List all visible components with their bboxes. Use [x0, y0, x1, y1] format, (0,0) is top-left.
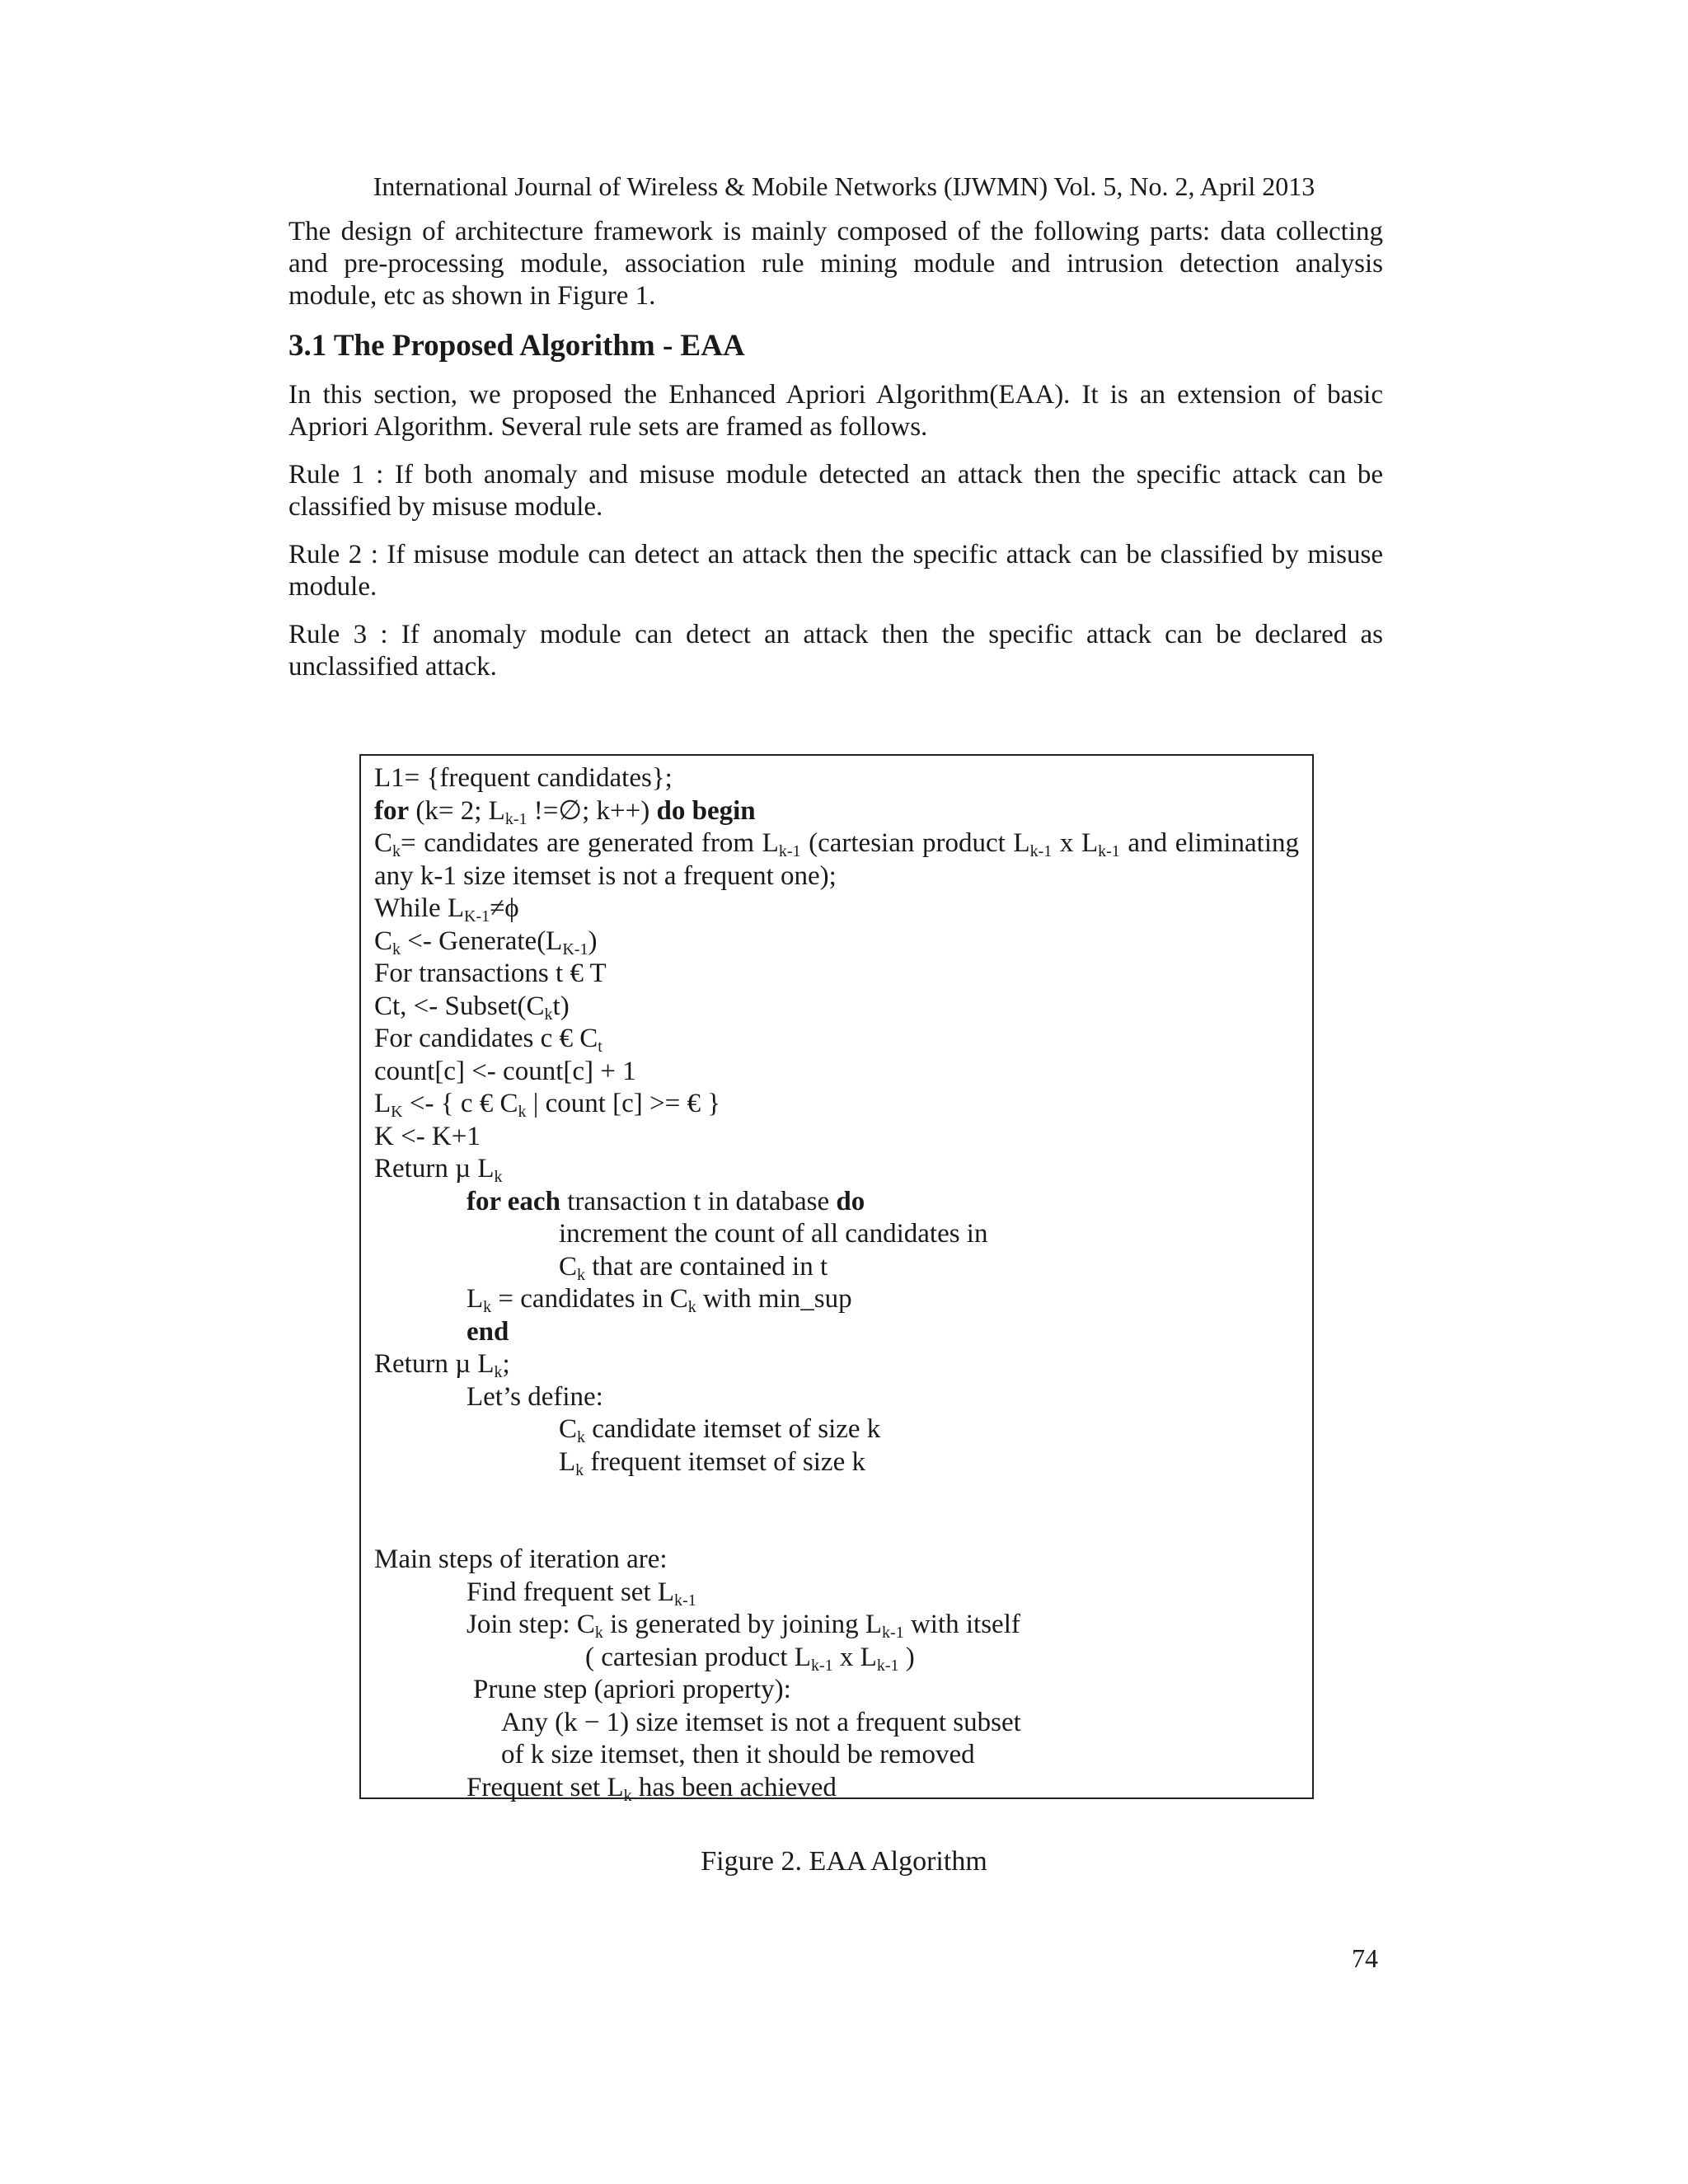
subscript: K-1	[464, 907, 490, 926]
subscript: k	[687, 1298, 696, 1316]
algo-line-lk-candidates	[374, 1283, 1299, 1316]
subscript: k-1	[876, 1656, 899, 1675]
algo-text: C	[559, 1251, 578, 1282]
algo-text: is generated by joining L	[603, 1610, 883, 1639]
algo-line-increment	[374, 1218, 1299, 1251]
algo-text: (cartesian product L	[800, 828, 1030, 858]
algo-text: L	[559, 1446, 576, 1477]
algo-text: L	[374, 1089, 392, 1118]
algo-text: Return µ L	[374, 1349, 495, 1379]
algo-line-for-each	[374, 1186, 1299, 1219]
figure-caption: Figure 2. EAA Algorithm	[701, 1846, 987, 1877]
algo-text: C	[559, 1414, 578, 1444]
algo-text: While L	[374, 893, 465, 923]
algo-line-while	[374, 893, 1299, 926]
algo-text: (k= 2; L	[409, 795, 505, 826]
algo-text: t)	[552, 991, 570, 1021]
algo-line-return-2	[374, 1348, 1299, 1381]
body-text	[288, 216, 1383, 699]
algo-text: K <- K+1	[374, 1121, 481, 1151]
subscript: k-1	[1098, 842, 1120, 860]
subscript: k	[518, 1103, 527, 1121]
algo-text: C	[374, 828, 393, 858]
algo-text: L	[467, 1284, 484, 1314]
algo-spacer	[374, 1479, 1299, 1544]
subscript: k	[575, 1460, 584, 1479]
algo-text: = candidates in C	[491, 1284, 688, 1314]
algo-text: Main steps of iteration are:	[374, 1544, 668, 1574]
algo-line-def-ck	[374, 1413, 1299, 1446]
algo-text: x L	[832, 1642, 877, 1672]
running-header: International Journal of Wireless & Mobile Networks (IJWMN) Vol. 5, No. 2, April 2013	[373, 171, 1315, 201]
algo-text: count[c] <- count[c] + 1	[374, 1056, 636, 1086]
keyword: end	[467, 1316, 509, 1347]
algo-text: Let’s define:	[467, 1381, 603, 1412]
algo-text: Join step: C	[467, 1610, 595, 1639]
algo-line-k-increment	[374, 1121, 1299, 1154]
subscript: k-1	[674, 1591, 696, 1610]
subscript: k	[577, 1428, 586, 1446]
algo-line-count	[374, 1056, 1299, 1089]
subscript: k-1	[882, 1624, 904, 1642]
subscript: K	[391, 1103, 403, 1121]
subscript: k	[392, 842, 401, 860]
keyword: do	[836, 1186, 865, 1216]
page-number: 74	[1352, 1943, 1378, 1973]
algo-text: ( cartesian product L	[585, 1642, 811, 1672]
algo-text: )	[898, 1642, 915, 1672]
subscript: k	[623, 1786, 632, 1805]
algo-text: ≠ϕ	[490, 893, 519, 923]
algo-text: L1= {frequent candidates};	[374, 763, 673, 793]
algo-line-main-steps	[374, 1544, 1299, 1577]
algo-text: = candidates are generated from L	[401, 828, 779, 858]
subscript: K-1	[562, 940, 588, 958]
algo-line-prune	[374, 1674, 1299, 1707]
algo-text: with min_sup	[696, 1284, 852, 1314]
algorithm-box	[359, 754, 1314, 1805]
subscript: k	[483, 1298, 492, 1316]
intro-paragraph: The design of architecture framework is mainly composed of the following parts: data collecting and pre-processing module, association rule mining module and intrusion detection analysis module, etc as shown in Figure 1.	[288, 217, 1383, 311]
subscript: k-1	[810, 1656, 833, 1675]
algo-text: candidate itemset of size k	[585, 1414, 881, 1444]
algo-line-for-candidates	[374, 1023, 1299, 1056]
subscript: k-1	[504, 809, 528, 828]
algo-line-lk	[374, 1088, 1299, 1121]
algo-line-for-transactions	[374, 958, 1299, 991]
subscript: t	[598, 1038, 603, 1056]
section-heading: 3.1 The Proposed Algorithm - EAA	[288, 329, 745, 363]
subscript: k	[494, 1168, 503, 1186]
algo-text: <- { c € C	[402, 1089, 518, 1118]
subscript: k	[577, 1265, 586, 1284]
rule-3: Rule 3 : If anomaly module can detect an attack then the specific attack can be declared as unclassified attack.	[288, 620, 1383, 682]
algo-line-contained	[374, 1251, 1299, 1284]
algo-text: Frequent set L	[467, 1772, 624, 1802]
algo-line-def-lk	[374, 1446, 1299, 1479]
algo-text: transaction t in database	[560, 1186, 837, 1216]
algo-line-cartesian	[374, 1642, 1299, 1675]
subscript: k-1	[1029, 842, 1053, 860]
algo-text: Ct, <- Subset(C	[374, 991, 545, 1021]
algo-text: <- Generate(L	[401, 926, 563, 956]
algo-line-ck	[374, 827, 1299, 893]
algo-text: Return µ L	[374, 1154, 495, 1183]
algo-text: increment the count of all candidates in	[559, 1219, 988, 1249]
keyword: for	[374, 795, 410, 826]
algo-text: Find frequent set L	[467, 1577, 675, 1607]
algo-text: For candidates c € C	[374, 1024, 598, 1053]
algo-line-of-k	[374, 1739, 1299, 1772]
algo-text: Any (k − 1) size itemset is not a frequent subset	[501, 1707, 1021, 1737]
algo-line-subset	[374, 991, 1299, 1024]
algo-line-l1	[374, 762, 1299, 795]
algo-line-join	[374, 1609, 1299, 1642]
algo-text: For transactions t € T	[374, 958, 607, 988]
algo-line-end	[374, 1316, 1299, 1349]
algo-text: C	[374, 926, 393, 956]
subscript: k	[392, 940, 401, 958]
keyword: for each	[467, 1186, 560, 1216]
subscript: k	[594, 1624, 603, 1642]
algo-line-for	[374, 795, 1299, 828]
rule-2: Rule 2 : If misuse module can detect an attack then the specific attack can be classified by misuse module.	[288, 540, 1383, 602]
algo-text: )	[588, 926, 598, 956]
rule-1: Rule 1 : If both anomaly and misuse module detected an attack then the specific attack can be classified by misuse module.	[288, 460, 1383, 522]
algo-text: ;	[502, 1349, 510, 1379]
algo-line-any	[374, 1707, 1299, 1740]
subscript: k	[494, 1363, 503, 1381]
algo-text: | count [c] >= € }	[526, 1089, 721, 1118]
section-paragraph: In this section, we proposed the Enhanced Apriori Algorithm(EAA). It is an extension of basic Apriori Algorithm. Several rule sets are framed as follows.	[288, 380, 1383, 442]
algo-line-generate	[374, 926, 1299, 958]
algo-text: that are contained in t	[585, 1251, 828, 1282]
algo-text: frequent itemset of size k	[584, 1446, 865, 1477]
keyword: do begin	[656, 795, 756, 826]
algo-text: !=∅; k++)	[527, 795, 657, 826]
algo-text: has been achieved	[631, 1772, 837, 1802]
subscript: k	[544, 1005, 553, 1024]
algo-line-find	[374, 1577, 1299, 1610]
algo-text: with itself	[903, 1610, 1020, 1639]
algo-text: of k size itemset, then it should be removed	[501, 1740, 975, 1769]
algo-text: x L	[1052, 828, 1099, 858]
subscript: k-1	[778, 842, 801, 860]
algo-line-return-1	[374, 1153, 1299, 1186]
algo-text: Prune step (apriori property):	[473, 1675, 791, 1704]
algo-line-achieved	[374, 1772, 1299, 1805]
algo-text: and eliminating any k-1 size itemset is not a frequent one);	[374, 828, 1299, 891]
algo-line-lets-define	[374, 1381, 1299, 1414]
